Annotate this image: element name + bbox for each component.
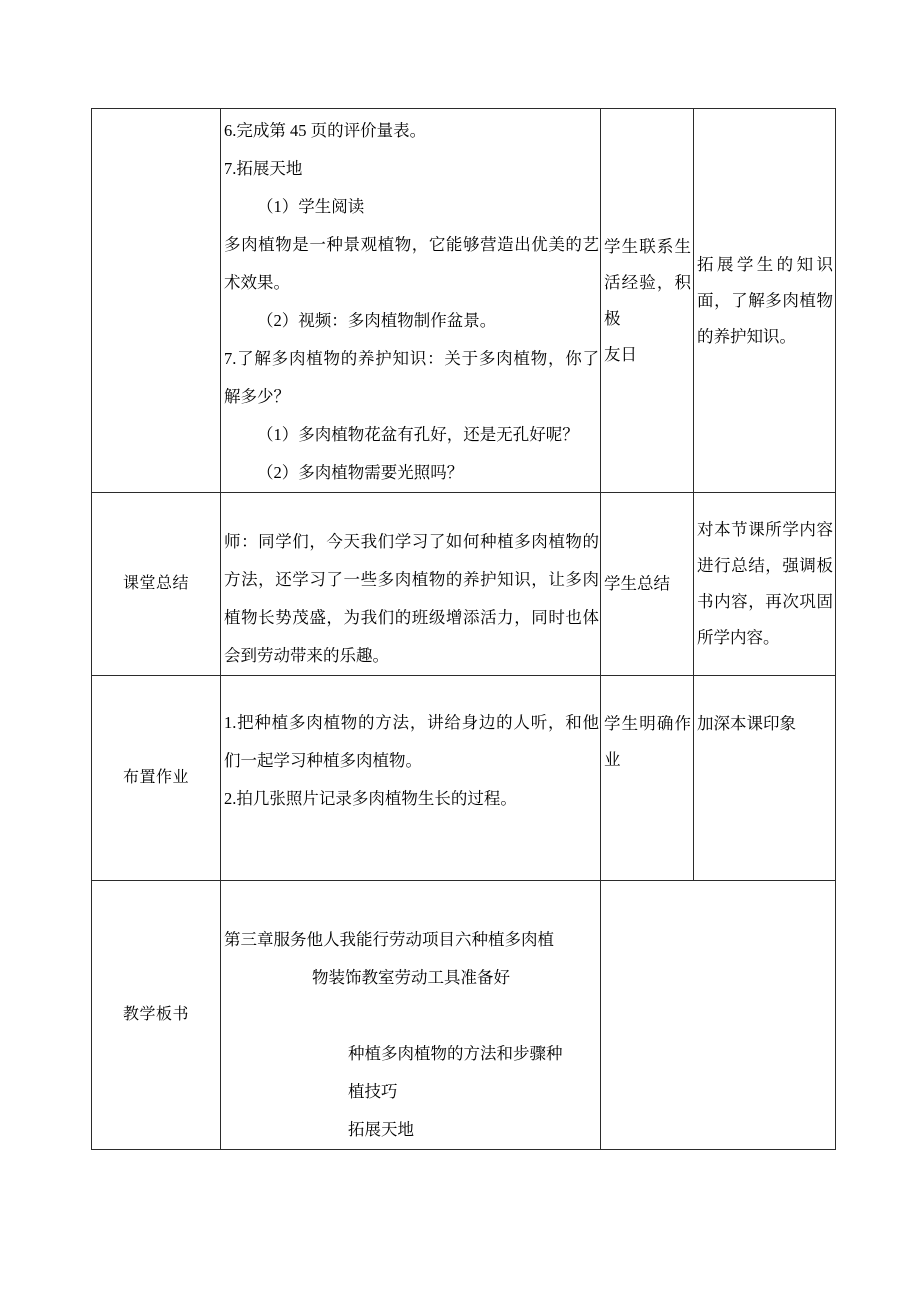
activity-line-7: （1）多肉植物花盆有孔好，还是无孔好呢？ bbox=[257, 425, 579, 444]
activity-intent-text: 拓展学生的知识面，了解多肉植物的养护知识。 bbox=[697, 254, 833, 346]
activity-line-4: 多肉植物是一种景观植物，它能够营造出优美的艺术效果。 bbox=[224, 235, 599, 292]
summary-stage-label: 课堂总结 bbox=[122, 575, 189, 592]
board-main-content bbox=[221, 881, 600, 1149]
activity-line-6: 7.了解多肉植物的养护知识：关于多肉植物，你了解多少？ bbox=[224, 349, 599, 406]
table-row-summary bbox=[92, 493, 836, 676]
homework-stage-label-wrap bbox=[92, 676, 220, 880]
board-stage-label-wrap bbox=[92, 881, 220, 1149]
summary-stage-label-cell bbox=[92, 493, 221, 676]
board-line-5: 拓展天地 bbox=[348, 1120, 414, 1139]
homework-line-1: 1.把种植多肉植物的方法，讲给身边的人听，和他们一起学习种植多肉植物。 bbox=[224, 713, 599, 770]
board-line-4: 植技巧 bbox=[348, 1082, 398, 1101]
activity-stage-label-wrap bbox=[92, 109, 220, 492]
homework-stage-label-cell bbox=[92, 676, 221, 881]
activity-student-text: 学生联系生活经验，积极 bbox=[604, 236, 691, 328]
summary-stage-label-wrap bbox=[92, 493, 220, 675]
lesson-plan-table bbox=[91, 108, 836, 1150]
homework-main-content bbox=[221, 676, 600, 818]
activity-student-cell bbox=[601, 109, 694, 493]
board-spacer bbox=[224, 997, 598, 1035]
table-row-homework bbox=[92, 676, 836, 881]
activity-student-text-2: 友日 bbox=[604, 344, 637, 364]
summary-main-cell bbox=[221, 493, 601, 676]
activity-intent-cell bbox=[694, 109, 836, 493]
board-merged-right-wrap bbox=[601, 881, 835, 885]
summary-intent-wrap bbox=[694, 493, 835, 675]
board-merged-right-cell bbox=[601, 881, 836, 1150]
homework-student-wrap bbox=[601, 676, 693, 780]
activity-stage-label-cell bbox=[92, 109, 221, 493]
activity-line-5: （2）视频：多肉植物制作盆景。 bbox=[257, 311, 497, 330]
summary-intent-text: 对本节课所学内容进行总结，强调板书内容，再次巩固所学内容。 bbox=[697, 520, 833, 647]
summary-main-text: 师：同学们，今天我们学习了如何种植多肉植物的方法，还学习了一些多肉植物的养护知识，让多肉植物长势茂盛，为我们的班级增添活力，同时也体会到劳动带来的乐趣。 bbox=[224, 532, 599, 665]
board-main-cell bbox=[221, 881, 601, 1150]
activity-line-1: 6.完成第 45 页的评价量表。 bbox=[224, 121, 427, 140]
activity-line-8: （2）多肉植物需要光照吗？ bbox=[257, 463, 464, 482]
homework-intent-wrap bbox=[694, 676, 835, 744]
homework-student-cell bbox=[601, 676, 694, 881]
board-line-2: 物装饰教室劳动工具准备好 bbox=[312, 968, 510, 987]
board-stage-label-cell bbox=[92, 881, 221, 1150]
homework-intent-cell bbox=[694, 676, 836, 881]
summary-intent-cell bbox=[694, 493, 836, 676]
activity-line-3: （1）学生阅读 bbox=[257, 197, 365, 216]
activity-intent-wrap bbox=[694, 109, 835, 492]
board-line-3: 种植多肉植物的方法和步骤种 bbox=[348, 1044, 563, 1063]
board-stage-label: 教学板书 bbox=[122, 1006, 189, 1023]
activity-student-wrap bbox=[601, 109, 693, 492]
homework-main-cell bbox=[221, 676, 601, 881]
table-row-activity bbox=[92, 109, 836, 493]
homework-line-2: 2.拍几张照片记录多肉植物生长的过程。 bbox=[224, 789, 517, 808]
summary-main-content bbox=[221, 493, 600, 675]
activity-main-cell bbox=[221, 109, 601, 493]
activity-main-content bbox=[221, 109, 600, 492]
summary-student-cell bbox=[601, 493, 694, 676]
summary-student-wrap bbox=[601, 493, 693, 675]
homework-stage-label: 布置作业 bbox=[122, 769, 189, 786]
homework-intent-text: 加深本课印象 bbox=[697, 714, 796, 733]
homework-student-text: 学生明确作业 bbox=[604, 714, 691, 769]
activity-line-2: 7.拓展天地 bbox=[224, 159, 303, 178]
table-row-board bbox=[92, 881, 836, 1150]
board-line-1: 第三章服务他人我能行劳动项目六种植多肉植 bbox=[224, 930, 554, 949]
summary-student-text: 学生总结 bbox=[604, 574, 670, 593]
